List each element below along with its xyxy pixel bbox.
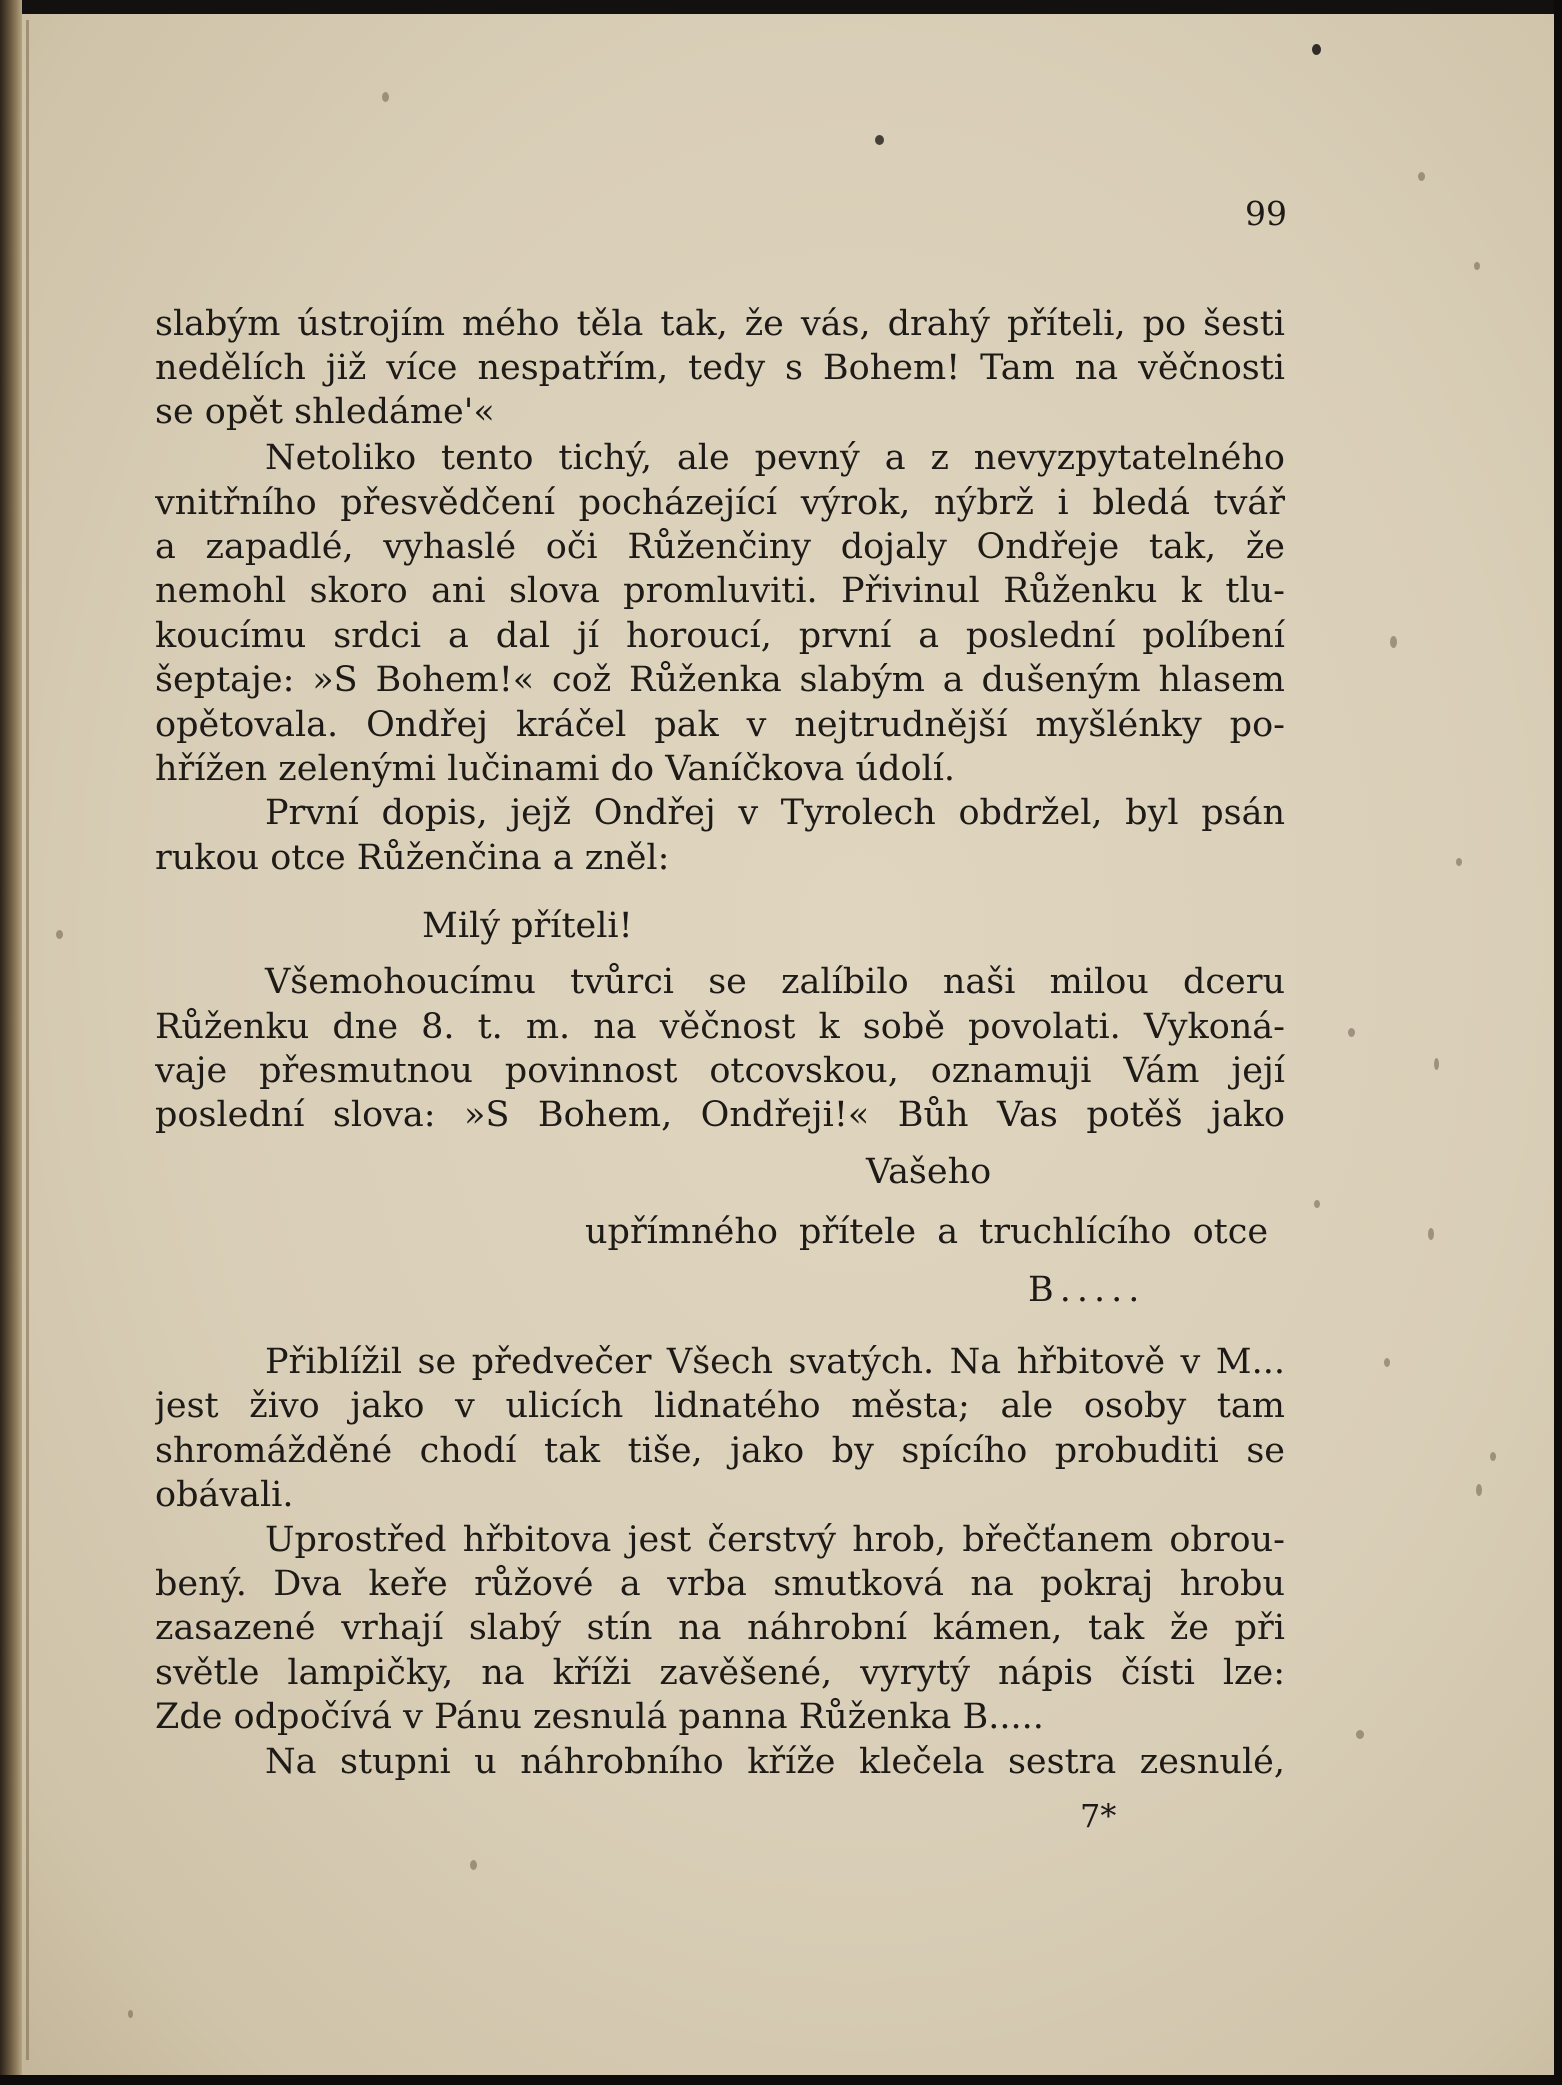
paper-speck — [1456, 858, 1462, 866]
scan-bottom-edge — [0, 2075, 1562, 2085]
text-line: koucímu srdci a dal jí horoucí, první a poslední políbení — [155, 616, 1285, 656]
paper-speck — [1314, 1200, 1320, 1208]
text-line: rukou otce Růženčina a zněl: — [155, 838, 670, 878]
text-line: se opět shledáme'« — [155, 392, 495, 432]
paper-speck — [1434, 1058, 1439, 1070]
scan-top-edge — [0, 0, 1562, 14]
paper-speck — [382, 92, 389, 102]
book-spine-edge — [0, 0, 22, 2085]
text-line: Přiblížil se předvečer Všech svatých. Na hřbitově v M... — [265, 1342, 1285, 1382]
scan-right-edge — [1554, 0, 1562, 2085]
text-line: Netoliko tento tichý, ale pevný a z nevyzpytatelného — [265, 438, 1285, 478]
letter-signature: B..... — [1028, 1270, 1146, 1310]
text-line: slabým ústrojím mého těla tak, že vás, drahý příteli, po šesti — [155, 304, 1285, 344]
paper-speck — [1428, 1228, 1434, 1240]
text-line: nedělích již více nespatřím, tedy s Bohem! Tam na věčnosti — [155, 348, 1285, 388]
letter-salutation: Milý příteli! — [422, 906, 633, 946]
letter-closing: Vašeho — [866, 1152, 992, 1192]
paper-speck — [875, 135, 884, 145]
text-line: Uprostřed hřbitova jest čerstvý hrob, břečťanem obrou- — [265, 1520, 1285, 1560]
text-line: nemohl skoro ani slova promluviti. Přivinul Růženku k tlu- — [155, 571, 1285, 611]
paper-speck — [470, 1860, 477, 1870]
text-line: Všemohoucímu tvůrci se zalíbilo naši milou dceru — [265, 962, 1285, 1002]
text-line: bený. Dva keře růžové a vrba smutková na pokraj hrobu — [155, 1564, 1285, 1604]
text-line: jest živo jako v ulicích lidnatého města; ale osoby tam — [155, 1386, 1285, 1426]
text-line: zasazené vrhají slabý stín na náhrobní kámen, tak že při — [155, 1608, 1285, 1648]
paper-speck — [1356, 1730, 1364, 1739]
paper-speck — [1384, 1358, 1390, 1367]
text-line: vaje přesmutnou povinnost otcovskou, oznamuji Vám její — [155, 1051, 1285, 1091]
text-line: obávali. — [155, 1475, 294, 1515]
text-line: První dopis, jejž Ondřej v Tyrolech obdržel, byl psán — [265, 793, 1285, 833]
text-line: šeptaje: »S Bohem!« což Růženka slabým a dušeným hlasem — [155, 660, 1285, 700]
text-line: opětovala. Ondřej kráčel pak v nejtrudnější myšlénky po- — [155, 705, 1285, 745]
text-line: Na stupni u náhrobního kříže klečela sestra zesnulé, — [265, 1742, 1285, 1782]
text-line: hřížen zelenými lučinami do Vaníčkova údolí. — [155, 749, 956, 789]
paper-speck — [1476, 1484, 1482, 1496]
paper-speck — [1348, 1028, 1355, 1037]
paper-speck — [128, 2010, 133, 2018]
text-line: shromážděné chodí tak tiše, jako by spícího probuditi se — [155, 1431, 1285, 1471]
text-line: Zde odpočívá v Pánu zesnulá panna Růženka B..... — [155, 1697, 1044, 1737]
text-line: a zapadlé, vyhaslé oči Růženčiny dojaly Ondřeje tak, že — [155, 527, 1285, 567]
text-line: poslední slova: »S Bohem, Ondřeji!« Bůh Vas potěš jako — [155, 1095, 1285, 1135]
text-line: světle lampičky, na kříži zavěšené, vyrytý nápis čísti lze: — [155, 1653, 1285, 1693]
paper-speck — [1474, 262, 1480, 270]
paper-speck — [1312, 44, 1321, 55]
letter-closing: upřímného přítele a truchlícího otce — [585, 1212, 1269, 1252]
text-line: Růženku dne 8. t. m. na věčnost k sobě povolati. Vykoná- — [155, 1007, 1285, 1047]
paper-speck — [1418, 172, 1425, 181]
text-line: vnitřního přesvědčení pocházející výrok, nýbrž i bledá tvář — [155, 483, 1285, 523]
printer-signature-mark: 7* — [1080, 1797, 1117, 1835]
paper-speck — [1490, 1452, 1496, 1461]
paper-speck — [56, 930, 63, 939]
spine-shadow-line — [26, 20, 29, 2060]
page-number: 99 — [1245, 194, 1287, 233]
paper-speck — [1390, 636, 1397, 648]
